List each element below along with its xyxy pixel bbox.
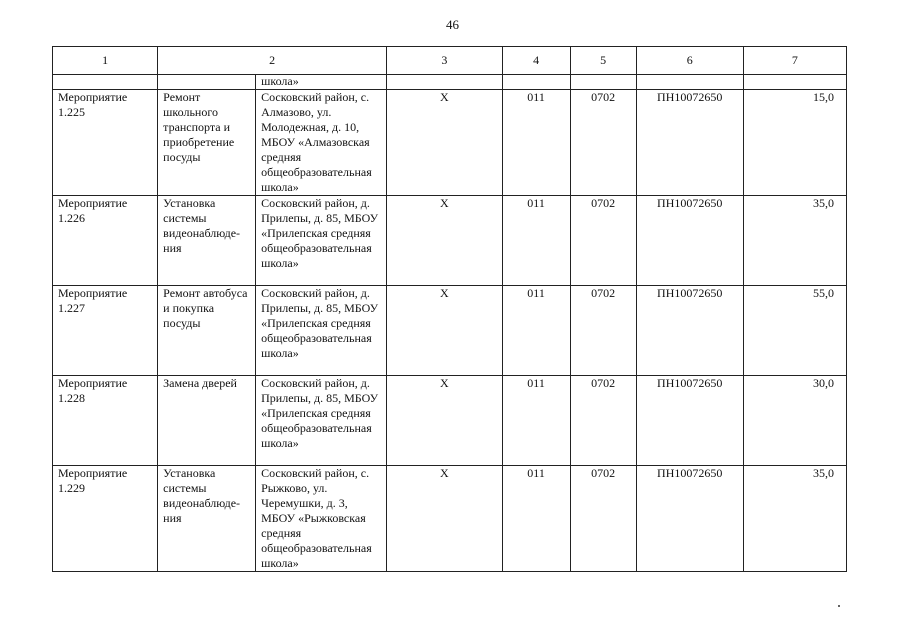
amount-cell: 15,0	[743, 90, 846, 196]
table-row	[53, 466, 847, 572]
col-header-7: 7	[743, 47, 846, 75]
col-header-2: 2	[158, 47, 387, 75]
col3-cell: X	[387, 466, 502, 572]
col4-cell: 011	[502, 196, 570, 286]
col3-cell: X	[387, 196, 502, 286]
col5-cell: 0702	[570, 466, 636, 572]
table-row	[53, 90, 847, 196]
col4-cell: 011	[502, 90, 570, 196]
col6-cell: ПН10072650	[636, 286, 743, 376]
measure-cell: Мероприятие 1.227	[53, 286, 158, 376]
amount-cell: 30,0	[743, 376, 846, 466]
col-header-1: 1	[53, 47, 158, 75]
action-cell: Ремонт автобуса и покупка посуды	[158, 286, 256, 376]
page-number: 46	[446, 17, 459, 32]
col-header-5: 5	[570, 47, 636, 75]
col6-cell: ПН10072650	[636, 376, 743, 466]
col4-cell: 011	[502, 466, 570, 572]
address-cell: Сосковский район, д. Прилепы, д. 85, МБОУ «Прилепская средняя общеобразовательная школа»	[256, 286, 387, 376]
col5-cell: 0702	[570, 90, 636, 196]
table-row	[53, 196, 847, 286]
col3-cell: X	[387, 376, 502, 466]
amount-cell: 55,0	[743, 286, 846, 376]
amount-cell: 35,0	[743, 196, 846, 286]
col-header-6: 6	[636, 47, 743, 75]
action-cell: Замена дверей	[158, 376, 256, 466]
col5-cell: 0702	[570, 286, 636, 376]
measure-cell: Мероприятие 1.229	[53, 466, 158, 572]
table-row	[53, 286, 847, 376]
measure-cell: Мероприятие 1.228	[53, 376, 158, 466]
col3-cell: X	[387, 90, 502, 196]
action-cell: Ремонт школьного транспорта и приобретение посуды	[158, 90, 256, 196]
col4-cell: 011	[502, 286, 570, 376]
col-header-4: 4	[502, 47, 570, 75]
measure-cell: Мероприятие 1.226	[53, 196, 158, 286]
action-cell: Установка системы видеонаблюде-ния	[158, 196, 256, 286]
action-cell: Установка системы видеонаблюде-ния	[158, 466, 256, 572]
col4-cell: 011	[502, 376, 570, 466]
amount-cell: 35,0	[743, 466, 846, 572]
scan-dot	[838, 605, 840, 607]
col6-cell: ПН10072650	[636, 90, 743, 196]
continuation-text: школа»	[256, 75, 387, 90]
budget-table	[52, 46, 847, 572]
col5-cell: 0702	[570, 376, 636, 466]
col5-cell: 0702	[570, 196, 636, 286]
col3-cell: X	[387, 286, 502, 376]
table-row	[53, 376, 847, 466]
measure-cell: Мероприятие 1.225	[53, 90, 158, 196]
col-header-3: 3	[387, 47, 502, 75]
col6-cell: ПН10072650	[636, 466, 743, 572]
address-cell: Сосковский район, с. Рыжково, ул. Черемушки, д. 3, МБОУ «Рыжковская средняя общеобразовательная школа»	[256, 466, 387, 572]
address-cell: Сосковский район, д. Прилепы, д. 85, МБОУ «Прилепская средняя общеобразовательная школа»	[256, 376, 387, 466]
col6-cell: ПН10072650	[636, 196, 743, 286]
continuation-row	[53, 75, 847, 90]
header-row	[53, 47, 847, 75]
address-cell: Сосковский район, с. Алмазово, ул. Молодежная, д. 10, МБОУ «Алмазовская средняя общеобразовательная школа»	[256, 90, 387, 196]
address-cell: Сосковский район, д. Прилепы, д. 85, МБОУ «Прилепская средняя общеобразовательная школа»	[256, 196, 387, 286]
